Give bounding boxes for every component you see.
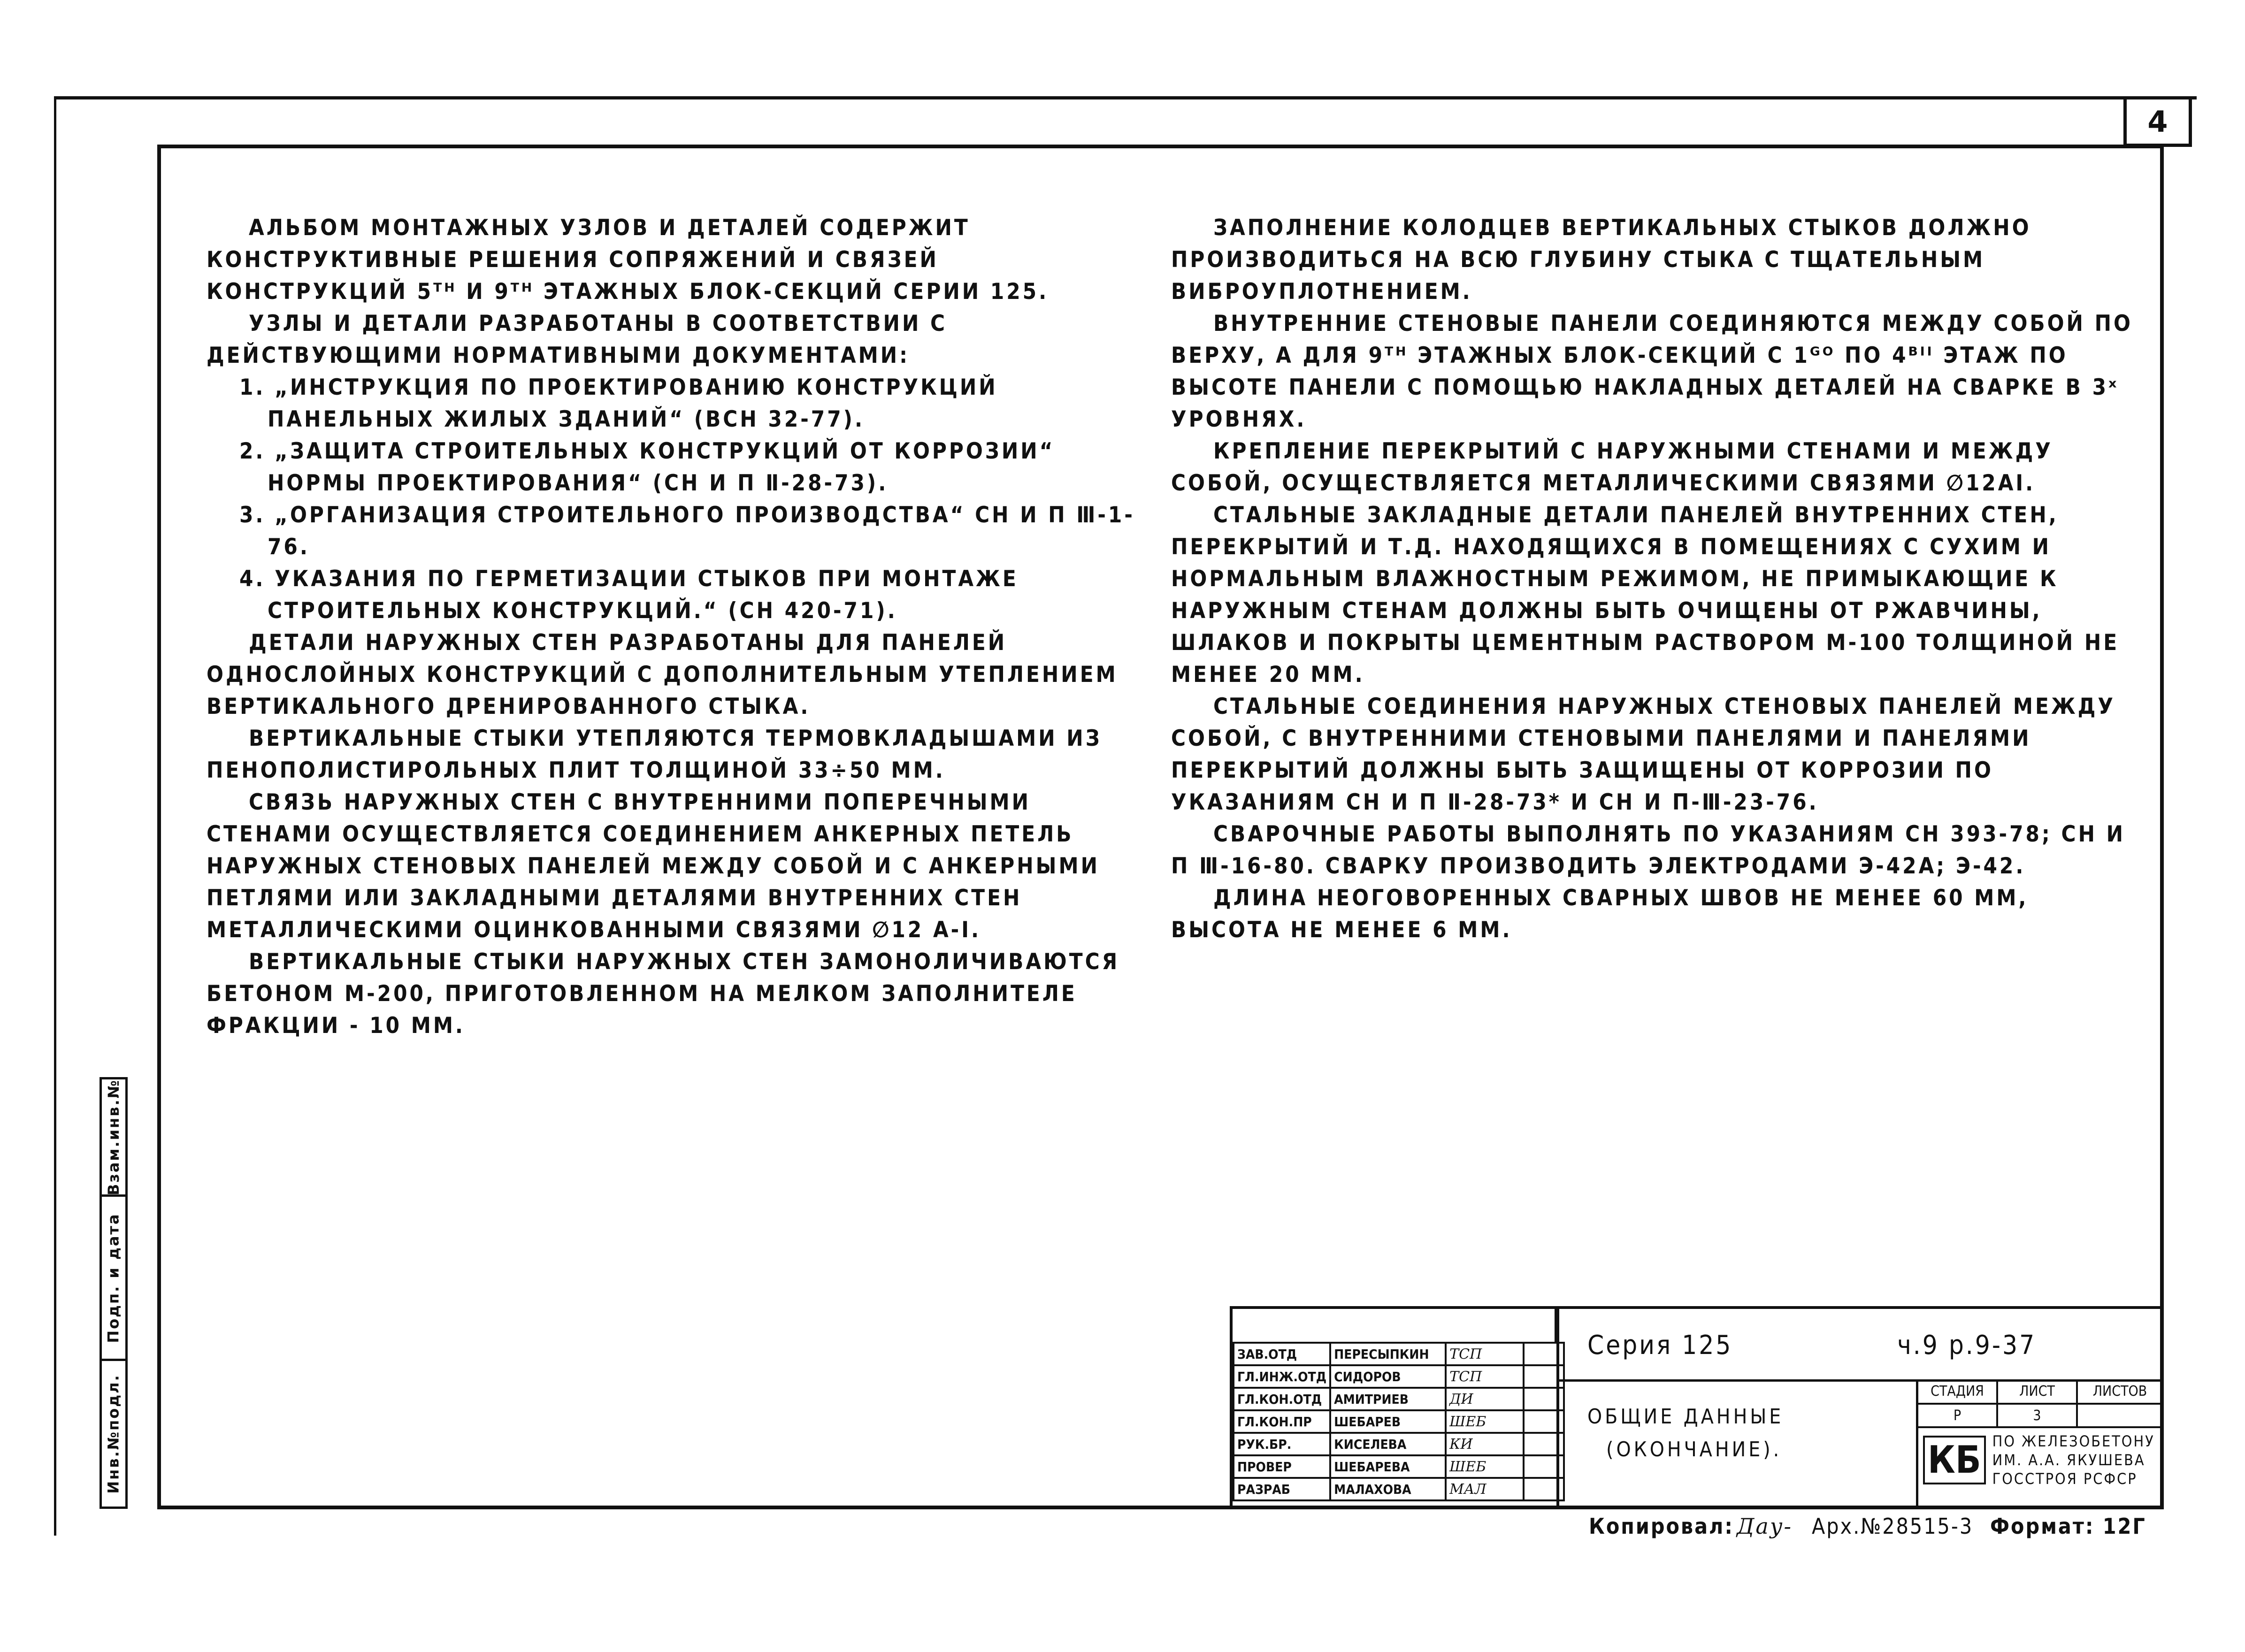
series-row — [1559, 1309, 2164, 1382]
list-item: 2. „ЗАЩИТА СТРОИТЕЛЬНЫХ КОНСТРУКЦИЙ ОТ КОРРОЗИИ“ НОРМЫ ПРОЕКТИРОВАНИЯ“ (СН И П Ⅱ-28-73). — [239, 438, 1055, 496]
stage-header: СТАДИЯ ЛИСТ ЛИСТОВ — [1918, 1379, 2164, 1405]
left-text-column — [207, 212, 1136, 1042]
signature: ШЕБ — [1446, 1410, 1524, 1433]
paragraph: СТАЛЬНЫЕ ЗАКЛАДНЫЕ ДЕТАЛИ ПАНЕЛЕЙ ВНУТРЕННИХ СТЕН, ПЕРЕКРЫТИЙ И Т.Д. НАХОДЯЩИХСЯ В ПОМЕЩЕНИЯХ С СУХИМ И НОРМАЛЬНЫМ ВЛАЖНОСТНЫМ РЕЖИМОМ, НЕ ПРИМЫКАЮЩИЕ К НАРУЖНЫМ СТЕНАМ ДОЛЖНЫ БЫТЬ ОЧИЩЕНЫ ОТ РЖАВЧИНЫ, ШЛАКОВ И ПОКРЫТЫ ЦЕМЕНТНЫМ РАСТВОРОМ М-100 ТОЛЩИНОЙ НЕ МЕНЕЕ 20 ММ. — [1171, 502, 2120, 688]
table-row: ЗАВ.ОТД ПЕРЕСЫПКИН ТСП — [1234, 1343, 1564, 1365]
org-mark: КБ — [1923, 1436, 1986, 1484]
series-label: Серия 125 — [1587, 1330, 1733, 1361]
side-cell-replacement: Взам.инв.№ — [102, 1079, 125, 1197]
table-row: ГЛ.ИНЖ.ОТД СИДОРОВ ТСП — [1234, 1365, 1564, 1388]
paragraph: ВЕРТИКАЛЬНЫЕ СТЫКИ УТЕПЛЯЮТСЯ ТЕРМОВКЛАДЫШАМИ ИЗ ПЕНОПОЛИСТИРОЛЬНЫХ ПЛИТ ТОЛЩИНОЙ 33÷50 ММ. — [207, 726, 1102, 783]
side-cell-original-inventory: Инв.№подл. — [105, 1374, 123, 1494]
signature: КИ — [1446, 1433, 1524, 1455]
paragraph: ЗАПОЛНЕНИЕ КОЛОДЦЕВ ВЕРТИКАЛЬНЫХ СТЫКОВ ДОЛЖНО ПРОИЗВОДИТЬСЯ НА ВСЮ ГЛУБИНУ СТЫКА С ТЩАТЕЛЬНЫМ ВИБРОУПЛОТНЕНИЕМ. — [1171, 215, 2031, 305]
list-item: 1. „ИНСТРУКЦИЯ ПО ПРОЕКТИРОВАНИЮ КОНСТРУКЦИЙ ПАНЕЛЬНЫХ ЖИЛЫХ ЗДАНИЙ“ (ВСН 32-77). — [239, 375, 998, 432]
paragraph: УЗЛЫ И ДЕТАЛИ РАЗРАБОТАНЫ В СООТВЕТСТВИИ С ДЕЙСТВУЮЩИМИ НОРМАТИВНЫМИ ДОКУМЕНТАМИ: — [207, 311, 948, 368]
document-title: ОБЩИЕ ДАННЫЕ (ОКОНЧАНИЕ). — [1587, 1405, 1784, 1461]
side-cell-signature-date: Подп. и дата — [102, 1197, 125, 1361]
paragraph: ДЛИНА НЕОГОВОРЕННЫХ СВАРНЫХ ШВОВ НЕ МЕНЕЕ 60 ММ, ВЫСОТА НЕ МЕНЕЕ 6 ММ. — [1171, 885, 2029, 943]
copied-label: Копировал: — [1589, 1514, 1734, 1539]
paragraph: СТАЛЬНЫЕ СОЕДИНЕНИЯ НАРУЖНЫХ СТЕНОВЫХ ПАНЕЛЕЙ МЕЖДУ СОБОЙ, С ВНУТРЕННИМИ СТЕНОВЫМИ ПАНЕЛЯМИ И ПАНЕЛЯМИ ПЕРЕКРЫТИЙ ДОЛЖНЫ БЫТЬ ЗАЩИЩЕНЫ ОТ КОРРОЗИИ ПО УКАЗАНИЯМ СН И П Ⅱ-28-73* И СН И П-Ⅲ-23-76. — [1171, 694, 2115, 815]
format-label: Формат: 12Г — [1990, 1514, 2146, 1539]
table-row: РАЗРАБ МАЛАХОВА МАЛ — [1234, 1478, 1564, 1500]
stage-values: Р 3 — [1918, 1405, 2164, 1428]
table-row: ГЛ.КОН.ОТД АМИТРИЕВ ДИ — [1234, 1388, 1564, 1410]
paragraph: КРЕПЛЕНИЕ ПЕРЕКРЫТИЙ С НАРУЖНЫМИ СТЕНАМИ И МЕЖДУ СОБОЙ, ОСУЩЕСТВЛЯЕТСЯ МЕТАЛЛИЧЕСКИМИ СВЯЗЯМИ ∅12АⅠ. — [1171, 438, 2053, 496]
table-row: ГЛ.КОН.ПР ШЕБАРЕВ ШЕБ — [1234, 1410, 1564, 1433]
signature-table — [1233, 1342, 1565, 1501]
paragraph: АЛЬБОМ МОНТАЖНЫХ УЗЛОВ И ДЕТАЛЕЙ СОДЕРЖИТ КОНСТРУКТИВНЫЕ РЕШЕНИЯ СОПРЯЖЕНИЙ И СВЯЗЕЙ КОНСТРУКЦИЙ 5ᵀᴴ И 9ᵀᴴ ЭТАЖНЫХ БЛОК-СЕКЦИЙ СЕРИИ 125. — [207, 215, 1049, 305]
list-item: 3. „ОРГАНИЗАЦИЯ СТРОИТЕЛЬНОГО ПРОИЗВОДСТВА“ СН И П Ⅲ-1-76. — [239, 502, 1135, 560]
paragraph: ВНУТРЕННИЕ СТЕНОВЫЕ ПАНЕЛИ СОЕДИНЯЮТСЯ МЕЖДУ СОБОЙ ПО ВЕРХУ, А ДЛЯ 9ᵀᴴ ЭТАЖНЫХ БЛОК-СЕКЦИЙ С 1ᴳᴼ ПО 4ᴮᴵᴵ ЭТАЖ ПО ВЫСОТЕ ПАНЕЛИ С ПОМОЩЬЮ НАКЛАДНЫХ ДЕТАЛЕЙ НА СВАРКЕ В 3ˣ УРОВНЯХ. — [1171, 311, 2133, 432]
signature: МАЛ — [1446, 1478, 1524, 1500]
archive-number: Арх.№28515-3 — [1812, 1514, 1974, 1539]
organization: КБ ПО ЖЕЛЕЗОБЕТОНУ ИМ. А.А. ЯКУШЕВА ГОССТРОЯ РСФСР — [1923, 1432, 2155, 1488]
title-block-blank — [1233, 1309, 1556, 1342]
table-row: РУК.БР. КИСЕЛЕВА КИ — [1234, 1433, 1564, 1455]
signature: ТСП — [1446, 1343, 1524, 1365]
side-approval-strip — [100, 1077, 128, 1509]
paragraph: СВЯЗЬ НАРУЖНЫХ СТЕН С ВНУТРЕННИМИ ПОПЕРЕЧНЫМИ СТЕНАМИ ОСУЩЕСТВЛЯЕТСЯ СОЕДИНЕНИЕМ АНКЕРНЫХ ПЕТЕЛЬ НАРУЖНЫХ СТЕНОВЫХ ПАНЕЛЕЙ МЕЖДУ СОБОЙ И С АНКЕРНЫМИ ПЕТЛЯМИ ИЛИ ЗАКЛАДНЫМИ ДЕТАЛЯМИ ВНУТРЕННИХ СТЕН МЕТАЛЛИЧЕСКИМИ ОЦИНКОВАННЫМИ СВЯЗЯМИ ∅12 А-Ⅰ. — [207, 789, 1100, 943]
signature: ТСП — [1446, 1365, 1524, 1388]
paragraph: ВЕРТИКАЛЬНЫЕ СТЫКИ НАРУЖНЫХ СТЕН ЗАМОНОЛИЧИВАЮТСЯ БЕТОНОМ М-200, ПРИГОТОВЛЕННОМ НА МЕЛКОМ ЗАПОЛНИТЕЛЕ ФРАКЦИИ - 10 ММ. — [207, 949, 1120, 1039]
paragraph: СВАРОЧНЫЕ РАБОТЫ ВЫПОЛНЯТЬ ПО УКАЗАНИЯМ СН 393-78; СН И П Ⅲ-16-80. СВАРКУ ПРОИЗВОДИТЬ ЭЛЕКТРОДАМИ Э-42А; Э-42. — [1171, 821, 2126, 879]
title-area — [1556, 1309, 2164, 1509]
table-row: ПРОВЕР ШЕБАРЕВА ШЕБ — [1234, 1455, 1564, 1478]
copied-signature: Дау- — [1737, 1514, 1793, 1539]
signature: ДИ — [1446, 1388, 1524, 1410]
title-block — [1230, 1306, 2164, 1509]
list-item: 4. УКАЗАНИЯ ПО ГЕРМЕТИЗАЦИИ СТЫКОВ ПРИ МОНТАЖЕ СТРОИТЕЛЬНЫХ КОНСТРУКЦИЙ.“ (СН 420-71). — [239, 566, 1019, 624]
signature: ШЕБ — [1446, 1455, 1524, 1478]
stage-box — [1916, 1379, 2164, 1509]
paragraph: ДЕТАЛИ НАРУЖНЫХ СТЕН РАЗРАБОТАНЫ ДЛЯ ПАНЕЛЕЙ ОДНОСЛОЙНЫХ КОНСТРУКЦИЙ С ДОПОЛНИТЕЛЬНЫМ УТЕПЛЕНИЕМ ВЕРТИКАЛЬНОГО ДРЕНИРОВАННОГО СТЫКА. — [207, 630, 1118, 719]
part-label: ч.9 р.9-37 — [1897, 1330, 2037, 1361]
sheet-number: 4 — [2123, 96, 2192, 147]
right-text-column — [1171, 212, 2138, 946]
